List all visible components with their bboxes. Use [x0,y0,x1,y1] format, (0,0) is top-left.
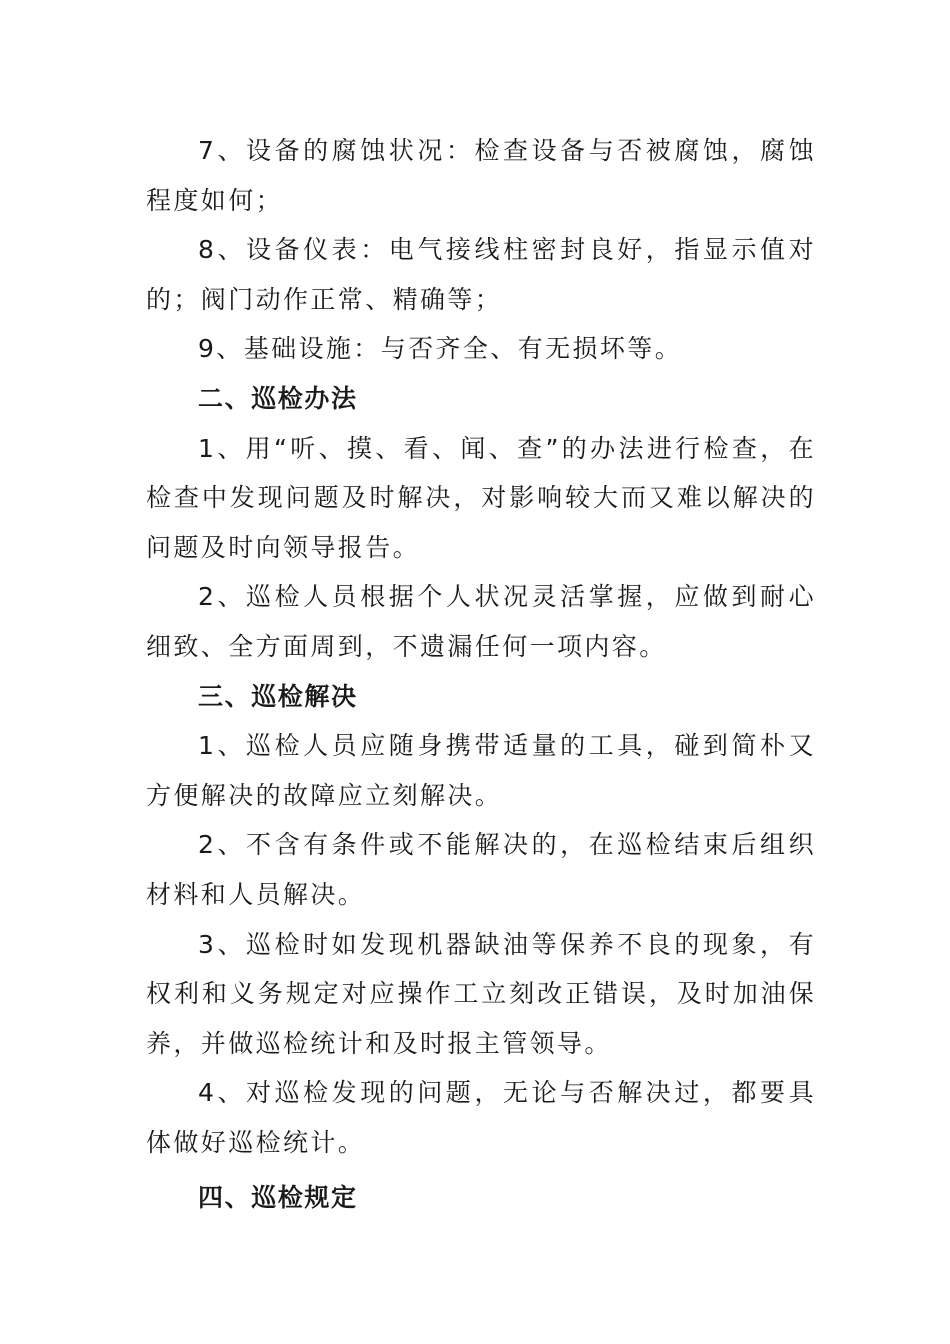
paragraph-handling-1: 1、巡检人员应随身携带适量的工具，碰到简朴又方便解决的故障应立刻解决。 [146,731,816,810]
paragraph-corrosion: 7、设备的腐蚀状况：检查设备与否被腐蚀，腐蚀程度如何； [146,136,816,215]
document-body [146,126,816,1223]
paragraph-handling-4: 4、对巡检发现的问题，无论与否解决过，都要具体做好巡检统计。 [146,1078,816,1157]
paragraph-method-2: 2、巡检人员根据个人状况灵活掌握，应做到耐心细致、全方面周到，不遗漏任何一项内容。 [146,582,816,661]
section-heading-rules: 四、巡检规定 [198,1183,358,1213]
section-heading-method: 二、巡检办法 [198,383,358,413]
paragraph-infrastructure: 9、基础设施：与否齐全、有无损坏等。 [198,334,683,364]
paragraph-handling-3: 3、巡检时如发现机器缺油等保养不良的现象，有权利和义务规定对应操作工立刻改正错误，及时加油保养，并做巡检统计和及时报主管领导。 [146,929,816,1058]
section-heading-handling: 三、巡检解决 [198,681,358,711]
paragraph-handling-2: 2、不含有条件或不能解决的，在巡检结束后组织材料和人员解决。 [146,830,816,909]
paragraph-method-1: 1、用“听、摸、看、闻、查”的办法进行检查，在检查中发现问题及时解决，对影响较大而又难以解决的问题及时向领导报告。 [146,433,816,562]
paragraph-instruments: 8、设备仪表：电气接线柱密封良好，指显示值对的；阀门动作正常、精确等； [146,235,816,314]
